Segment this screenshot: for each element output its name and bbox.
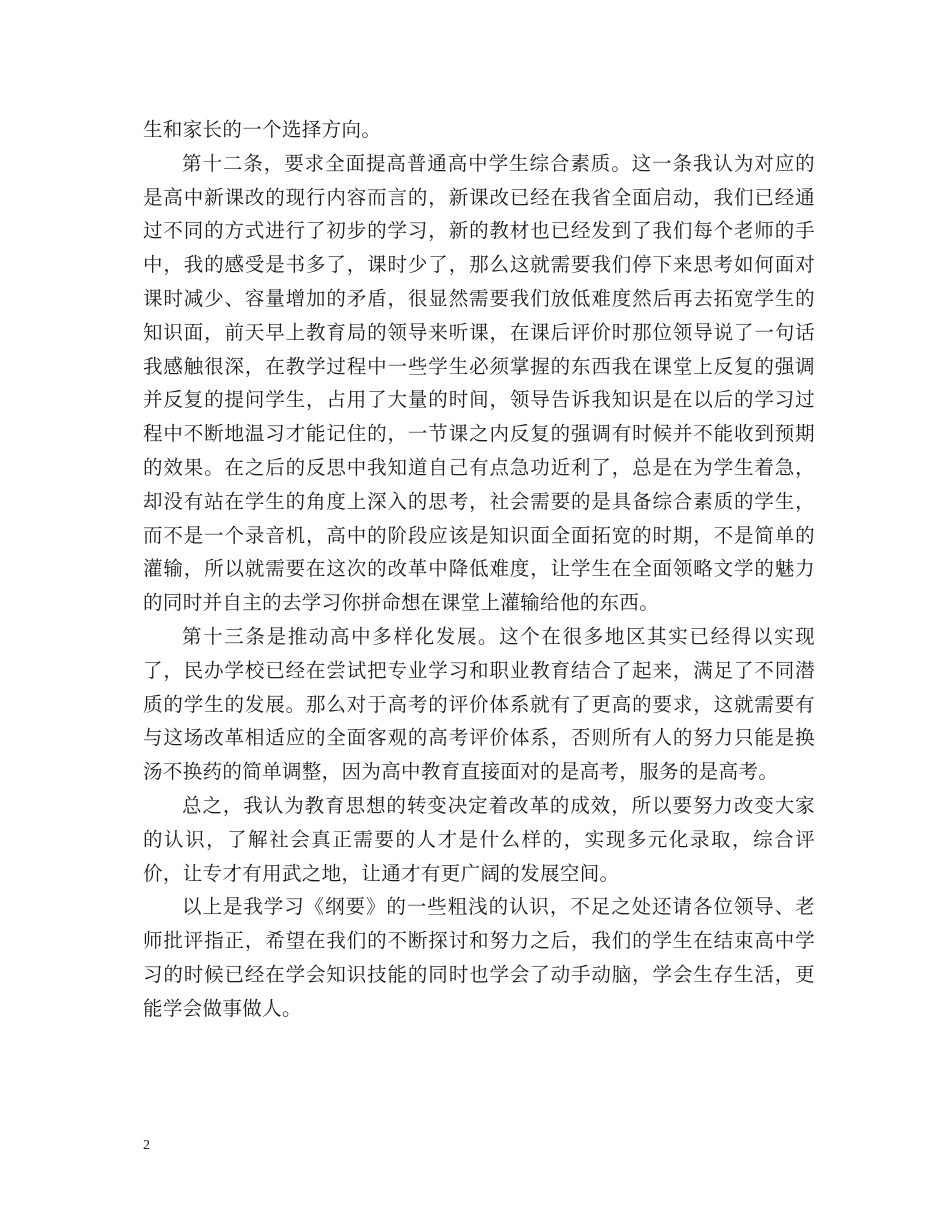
paragraph-article-twelve: 第十二条，要求全面提高普通高中学生综合素质。这一条我认为对应的是高中新课改的现行内容而言的，新课改已经在我省全面启动，我们已经通过不同的方式进行了初步的学习，新的教材也已经发到了我们每个老师的手中，我的感受是书多了，课时少了，那么这就需要我们停下来思考如何面对课时减少、容量增加的矛盾，很显然需要我们放低难度然后再去拓宽学生的知识面，前天早上教育局的领导来听课，在课后评价时那位领导说了一句话我感触很深，在教学过程中一些学生必须掌握的东西我在课堂上反复的强调并反复的提问学生，占用了大量的时间，领导告诉我知识是在以后的学习过程中不断地温习才能记住的，一节课之内反复的强调有时候并不能收到预期的效果。在之后的反思中我知道自己有点急功近利了，总是在为学生着急，却没有站在学生的角度上深入的思考，社会需要的是具备综合素质的学生，而不是一个录音机，高中的阶段应该是知识面全面拓宽的时期，不是简单的灌输，所以就需要在这次的改革中降低难度，让学生在全面领略文学的魅力的同时并自主的去学习你拼命想在课堂上灌输给他的东西。: [143, 151, 815, 615]
paragraph-conclusion: 以上是我学习《纲要》的一些粗浅的认识，不足之处还请各位领导、老师批评指正，希望在我们的不断探讨和努力之后，我们的学生在结束高中学习的时候已经在学会知识技能的同时也学会了动手动脑，学会生存生活，更能学会做事做人。: [143, 895, 815, 1020]
document-body: [143, 113, 815, 1026]
paragraph-summary: 总之，我认为教育思想的转变决定着改革的成效，所以要努力改变大家的认识，了解社会真正需要的人才是什么样的，实现多元化录取，综合评价，让专才有用武之地，让通才有更广阔的发展空间。: [143, 793, 815, 885]
paragraph-article-thirteen: 第十三条是推动高中多样化发展。这个在很多地区其实已经得以实现了，民办学校已经在尝试把专业学习和职业教育结合了起来，满足了不同潜质的学生的发展。那么对于高考的评价体系就有了更高的要求，这就需要有与这场改革相适应的全面客观的高考评价体系，否则所有人的努力只能是换汤不换药的简单调整，因为高中教育直接面对的是高考，服务的是高考。: [143, 624, 815, 784]
page-number: 2: [143, 1138, 150, 1153]
paragraph-continuation: 生和家长的一个选择方向。: [143, 118, 382, 141]
